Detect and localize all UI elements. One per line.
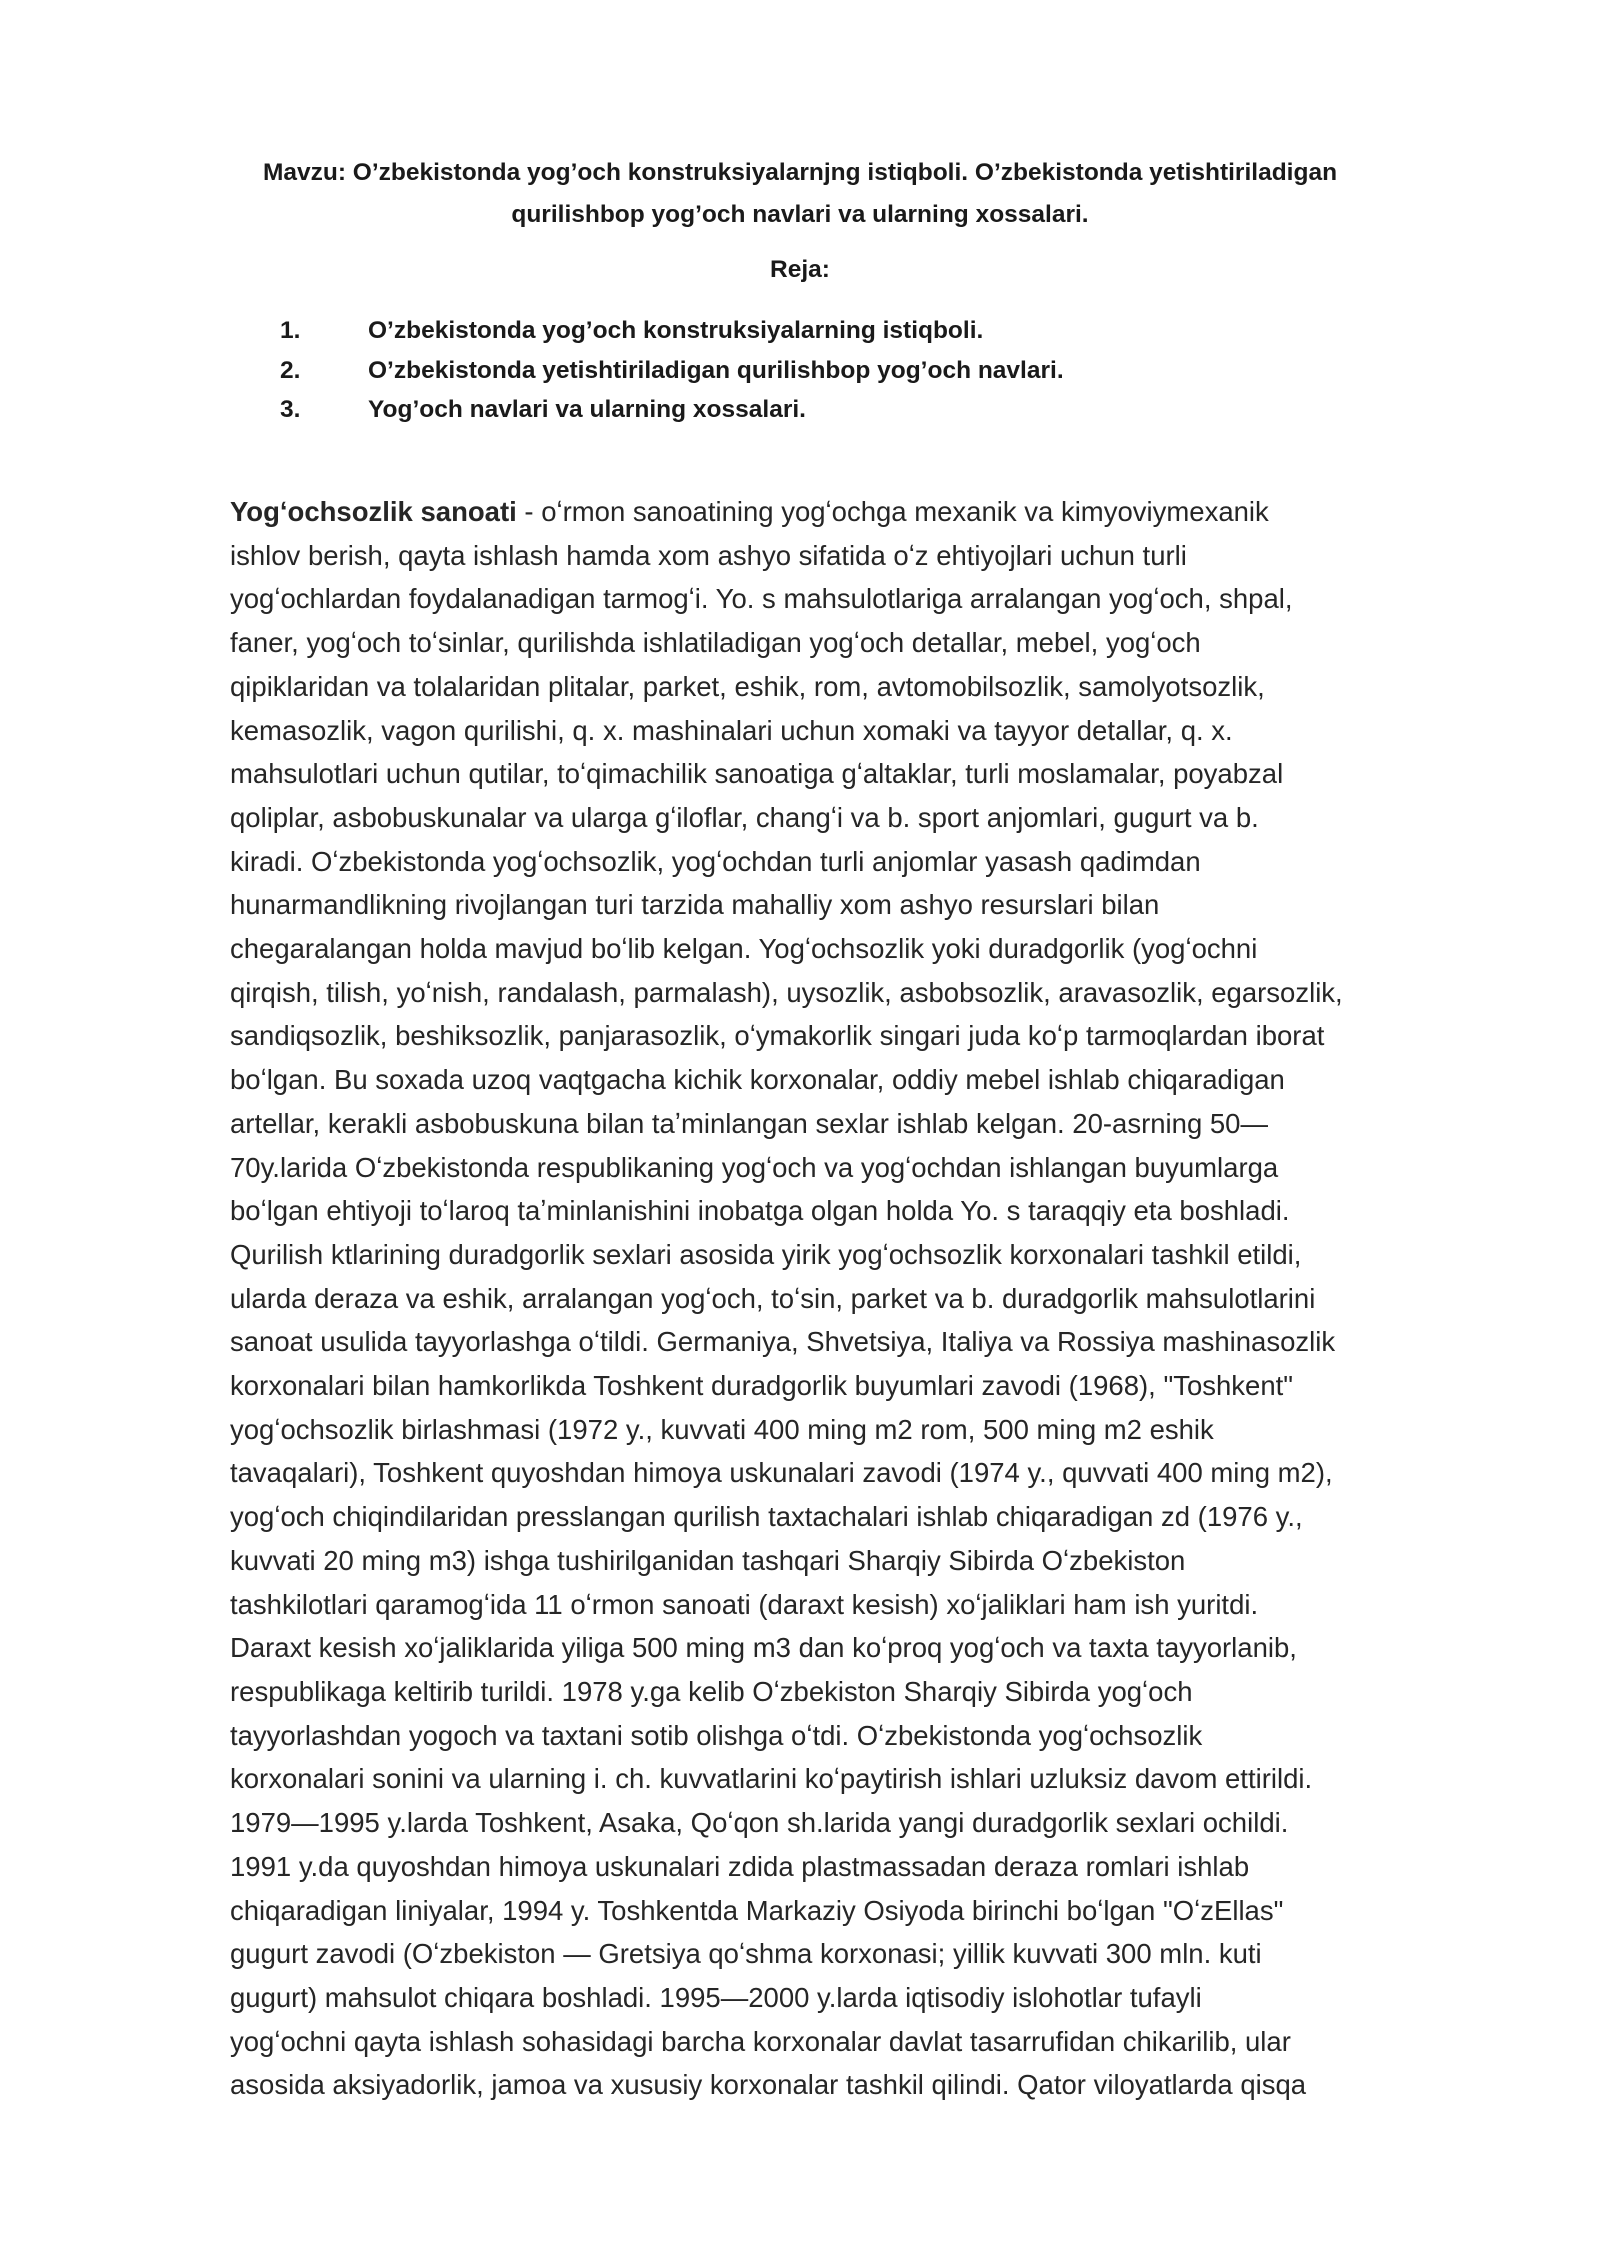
body-line: boʻlgan ehtiyoji toʻlaroq taʼminlanishini inobatga olgan holda Yo. s taraqqiy eta boshladi. — [230, 1195, 1290, 1227]
lead-term: Yogʻochsozlik sanoati — [230, 496, 517, 527]
body-line: kemasozlik, vagon qurilishi, q. x. mashinalari uchun xomaki va tayyor detallar, q. x. — [230, 714, 1233, 746]
body-line: chegaralangan holda mavjud boʻlib kelgan. Yogʻochsozlik yoki duradgorlik (yogʻochni — [230, 933, 1258, 965]
document-title — [250, 152, 1350, 236]
body-line: yogʻochlardan foydalanadigan tarmogʻi. Yo. s mahsulotlariga arralangan yogʻoch, shpal, — [230, 583, 1293, 615]
body-line: boʻlgan. Bu soxada uzoq vaqtgacha kichik korxonalar, oddiy mebel ishlab chiqaradigan — [230, 1064, 1285, 1096]
body-line: yogʻochsozlik birlashmasi (1972 y., kuvvati 400 ming m2 rom, 500 ming m2 eshik — [230, 1413, 1214, 1445]
plan-item — [280, 390, 1064, 430]
body-paragraph — [230, 490, 1495, 2107]
body-line: Qurilish ktlarining duradgorlik sexlari asosida yirik yogʻochsozlik korxonalari tashkil etildi, — [230, 1238, 1302, 1270]
plan-heading: Reja: — [770, 256, 830, 283]
body-line: yogʻochni qayta ishlash sohasidagi barcha korxonalar davlat tasarrufidan chikarilib, ular — [230, 2025, 1291, 2057]
body-line: tavaqalari), Toshkent quyoshdan himoya uskunalari zavodi (1974 y., quvvati 400 ming m2), — [230, 1457, 1333, 1489]
body-line: 1979—1995 y.larda Toshkent, Asaka, Qoʻqon sh.larida yangi duradgorlik sexlari ochildi. — [230, 1807, 1289, 1839]
body-line — [230, 490, 1495, 534]
body-line: chiqaradigan liniyalar, 1994 y. Toshkentda Markaziy Osiyoda birinchi boʻlgan "OʻzEllas" — [230, 1894, 1284, 1926]
body-line: korxonalari sonini va ularning i. ch. kuvvatlarini koʻpaytirish ishlari uzluksiz davom ettirildi. — [230, 1763, 1313, 1795]
body-line: gugurt) mahsulot chiqara boshladi. 1995—2000 y.larda iqtisodiy islohotlar tufayli — [230, 1981, 1202, 2013]
body-line: 1991 y.da quyoshdan himoya uskunalari zdida plastmassadan deraza romlari ishlab — [230, 1850, 1250, 1882]
body-line: faner, yogʻoch toʻsinlar, qurilishda ishlatiladigan yogʻoch detallar, mebel, yogʻoch — [230, 627, 1201, 659]
plan-item-number: 2. — [280, 356, 301, 384]
body-line: artellar, kerakli asbobuskuna bilan taʼminlangan sexlar ishlab kelgan. 20-asrning 50— — [230, 1107, 1268, 1139]
body-line: kuvvati 20 ming m3) ishga tushirilganidan tashqari Sharqiy Sibirda Oʻzbekiston — [230, 1544, 1186, 1576]
body-line: qoliplar, asbobuskunalar va ularga gʻiloflar, changʻi va b. sport anjomlari, gugurt va b. — [230, 801, 1259, 833]
title-line-2: qurilishbop yog’och navlari va ularning xossalari. — [511, 201, 1089, 228]
body-line: sanoat usulida tayyorlashga oʻtildi. Germaniya, Shvetsiya, Italiya va Rossiya mashinasozlik — [230, 1326, 1336, 1358]
title-line-1: Mavzu: O’zbekistonda yog’och konstruksiyalarnjng istiqboli. O’zbekistonda yetishtiriladigan — [262, 159, 1338, 186]
body-line: sandiqsozlik, beshiksozlik, panjarasozlik, oʻymakorlik singari juda koʻp tarmoqlardan iborat — [230, 1020, 1325, 1052]
plan-item — [280, 351, 1064, 391]
body-line: kiradi. Oʻzbekistonda yogʻochsozlik, yogʻochdan turli anjomlar yasash qadimdan — [230, 845, 1201, 877]
body-line: korxonalari bilan hamkorlikda Toshkent duradgorlik buyumlari zavodi (1968), "Toshkent" — [230, 1370, 1294, 1402]
body-line: ishlov berish, qayta ishlash hamda xom ashyo sifatida oʻz ehtiyojlari uchun turli — [230, 539, 1187, 571]
body-line: ularda deraza va eshik, arralangan yogʻoch, toʻsin, parket va b. duradgorlik mahsulotlarini — [230, 1282, 1316, 1314]
plan-item — [280, 311, 1064, 351]
body-line: Daraxt kesish xoʻjaliklarida yiliga 500 ming m3 dan koʻproq yogʻoch va taxta tayyorlanib, — [230, 1632, 1297, 1664]
body-line: mahsulotlari uchun qutilar, toʻqimachilik sanoatiga gʻaltaklar, turli moslamalar, poyabzal — [230, 758, 1284, 790]
plan-list — [280, 311, 1064, 430]
body-line: qirqish, tilish, yoʻnish, randalash, parmalash), uysozlik, asbobsozlik, aravasozlik, egarsozlik, — [230, 976, 1343, 1008]
lead-continuation: - oʻrmon sanoatining yogʻochga mexanik va kimyoviymexanik — [516, 496, 1269, 527]
plan-item-number: 3. — [280, 396, 301, 423]
plan-item-text: O’zbekistonda yetishtiriladigan qurilishbop yog’och navlari. — [368, 356, 1064, 384]
body-line: tayyorlashdan yogoch va taxtani sotib olishga oʻtdi. Oʻzbekistonda yogʻochsozlik — [230, 1719, 1203, 1751]
plan-item-text: Yog’och navlari va ularning xossalari. — [368, 396, 806, 423]
body-line: 70y.larida Oʻzbekistonda respublikaning yogʻoch va yogʻochdan ishlangan buyumlarga — [230, 1151, 1279, 1183]
plan-item-text: O’zbekistonda yog’och konstruksiyalarning istiqboli. — [368, 317, 984, 344]
body-line: qipiklaridan va tolalaridan plitalar, parket, eshik, rom, avtomobilsozlik, samolyotsozlik, — [230, 670, 1265, 702]
body-line: tashkilotlari qaramogʻida 11 oʻrmon sanoati (daraxt kesish) xoʻjaliklari ham ish yuritdi. — [230, 1588, 1259, 1620]
body-line: asosida aksiyadorlik, jamoa va xususiy korxonalar tashkil qilindi. Qator viloyatlarda qisqa — [230, 2069, 1307, 2101]
plan-item-number: 1. — [280, 317, 301, 344]
body-line: gugurt zavodi (Oʻzbekiston — Gretsiya qoʻshma korxonasi; yillik kuvvati 300 mln. kuti — [230, 1938, 1262, 1970]
body-line: respublikaga keltirib turildi. 1978 y.ga kelib Oʻzbekiston Sharqiy Sibirda yogʻoch — [230, 1675, 1193, 1707]
body-line: hunarmandlikning rivojlangan turi tarzida mahalliy xom ashyo resurslari bilan — [230, 889, 1160, 921]
body-line: yogʻoch chiqindilaridan presslangan qurilish taxtachalari ishlab chiqaradigan zd (1976 y., — [230, 1501, 1303, 1533]
